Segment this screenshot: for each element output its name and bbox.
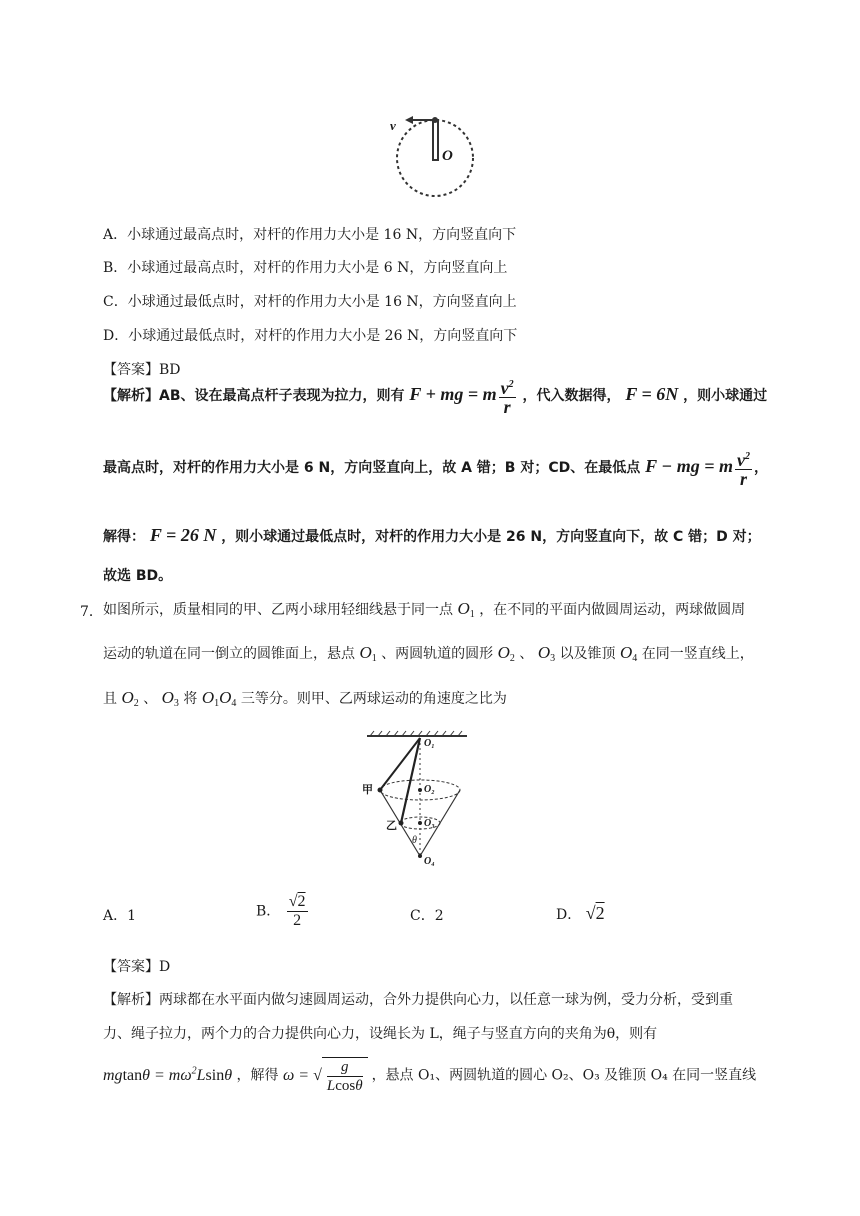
o3-symbol: $O_3$ <box>537 643 556 664</box>
q7-analysis-line-1: 【解析】两球都在水平面内做匀速圆周运动，合外力提供向心力，以任意一球为例，受力分析，受到重 <box>103 992 733 1008</box>
o3-symbol: $O_3$ <box>161 688 179 709</box>
q6-option-b: B．小球通过最高点时，对杆的作用力大小是 6 N，方向竖直向上 <box>103 260 508 276</box>
sqrt2: √2 <box>585 903 605 923</box>
q6-option-d: D．小球通过最低点时，对杆的作用力大小是 26 N，方向竖直向下 <box>103 328 518 344</box>
analysis-text: ，则小球通过最低点时，对杆的作用力大小是 26 N，方向竖直向下，故 C 错；D 对； <box>221 529 761 545</box>
label-jia: 甲 <box>362 783 373 796</box>
q6-analysis-line-2: 最高点时，对杆的作用力大小是 6 N，方向竖直向上，故 A 错；B 对；CD、在最低点 F − mg = m $\frac{v^2}{r}$ ， <box>103 450 768 489</box>
result-6n: F = 6N <box>625 384 679 405</box>
q6-analysis-line-4: 故选 BD。 <box>103 568 173 584</box>
stem-text: 如图所示，质量相同的甲、乙两小球用轻细线悬于同一点 <box>103 602 453 618</box>
equation-tan: $mgtan\theta = m\omega^2Lsin\theta$ <box>103 1065 233 1084</box>
analysis-text: 最高点时，对杆的作用力大小是 6 N，方向竖直向上，故 A 错；B 对；CD、在最低点 <box>103 460 641 477</box>
q7-option-d <box>556 903 605 924</box>
q7-analysis-line-2: 力、绳子拉力，两个力的合力提供向心力，设绳长为 L，绳子与竖直方向的夹角为θ，则有 <box>103 1026 658 1042</box>
q7-stem-line-1 <box>103 599 745 620</box>
q6-analysis-line-1 <box>103 376 767 416</box>
option-label: D． <box>556 907 582 923</box>
q6-option-c: C．小球通过最低点时，对杆的作用力大小是 16 N，方向竖直向上 <box>103 294 517 310</box>
q7-stem-line-3 <box>103 688 507 709</box>
label-o1: O₁ <box>424 738 435 749</box>
analysis-text: 解得： <box>103 529 145 545</box>
stem-text: 在同一竖直线上， <box>641 646 754 662</box>
stem-text: 、 <box>519 646 534 662</box>
q7-stem-line-2 <box>103 643 754 664</box>
q6-option-a: A．小球通过最高点时，对杆的作用力大小是 16 N，方向竖直向下 <box>103 227 517 243</box>
center-label: O <box>442 148 453 164</box>
stem-text: 且 <box>103 691 117 707</box>
q6-answer: 【答案】BD <box>103 362 181 378</box>
analysis-text: 【解析】AB、设在最高点杆子表现为拉力，则有 <box>103 388 405 405</box>
stem-text: 将 <box>183 691 198 707</box>
stem-text: 以及锥顶 <box>559 646 616 662</box>
stem-text: 三等分。则甲、乙两球运动的角速度之比为 <box>240 691 507 707</box>
q7-option-a: A．1 <box>103 908 137 924</box>
q7-answer: 【答案】D <box>103 959 171 975</box>
q7-analysis-line-3 <box>103 1057 756 1095</box>
analysis-text: ，则小球通过 <box>683 388 768 405</box>
analysis-text: ，悬点 O₁、两圆轨道的圆心 O₂、O₃ 及锥顶 O₄ 在同一竖直线 <box>371 1067 757 1084</box>
label-yi: 乙 <box>386 819 397 832</box>
formula-bottom: F − mg = m $\frac{v^2}{r}$ <box>645 450 750 489</box>
analysis-text: ，解得 <box>236 1067 279 1084</box>
q7-number: 7． <box>80 604 103 620</box>
result-26n: F = 26 N <box>149 525 217 545</box>
q6-circle-figure <box>385 108 480 203</box>
stem-text: 、 <box>143 691 158 707</box>
orbit-circle <box>397 120 473 196</box>
q7-option-c: C．2 <box>410 908 444 924</box>
o1-symbol: $O_1$ <box>457 599 475 620</box>
option-label: B． <box>256 903 281 920</box>
velocity-label: v <box>390 118 396 133</box>
stem-text: 、两圆轨道的圆形 <box>381 646 494 662</box>
stem-text: 运动的轨道在同一倒立的圆锥面上，悬点 <box>103 646 355 662</box>
o2-symbol: $O_2$ <box>121 688 139 709</box>
label-theta: θ <box>412 835 417 846</box>
label-o4: O₄ <box>424 856 435 867</box>
o2-symbol: $O_2$ <box>497 643 515 664</box>
q6-analysis-line-3 <box>103 525 761 546</box>
omega-formula: ω = √ $\frac{g}{Lcos\theta}$ <box>283 1067 372 1084</box>
o1o4-symbol: $O_1O_4$ <box>201 688 237 709</box>
o4-symbol: $O_4$ <box>620 643 638 664</box>
stem-text: ，在不同的平面内做圆周运动，两球做圆周 <box>479 602 746 618</box>
formula-top: F + mg = m $\frac{v^2}{r}$ <box>409 378 514 417</box>
o1-symbol: $O_1$ <box>359 643 377 664</box>
label-o2: O₂ <box>424 784 435 795</box>
rod <box>433 120 438 160</box>
label-o3: O₃ <box>424 818 435 829</box>
analysis-text: ，代入数据得， <box>522 388 621 405</box>
q7-option-b <box>256 893 310 930</box>
sqrt2-over-2: $\frac{√2}{2}$ <box>288 893 306 929</box>
